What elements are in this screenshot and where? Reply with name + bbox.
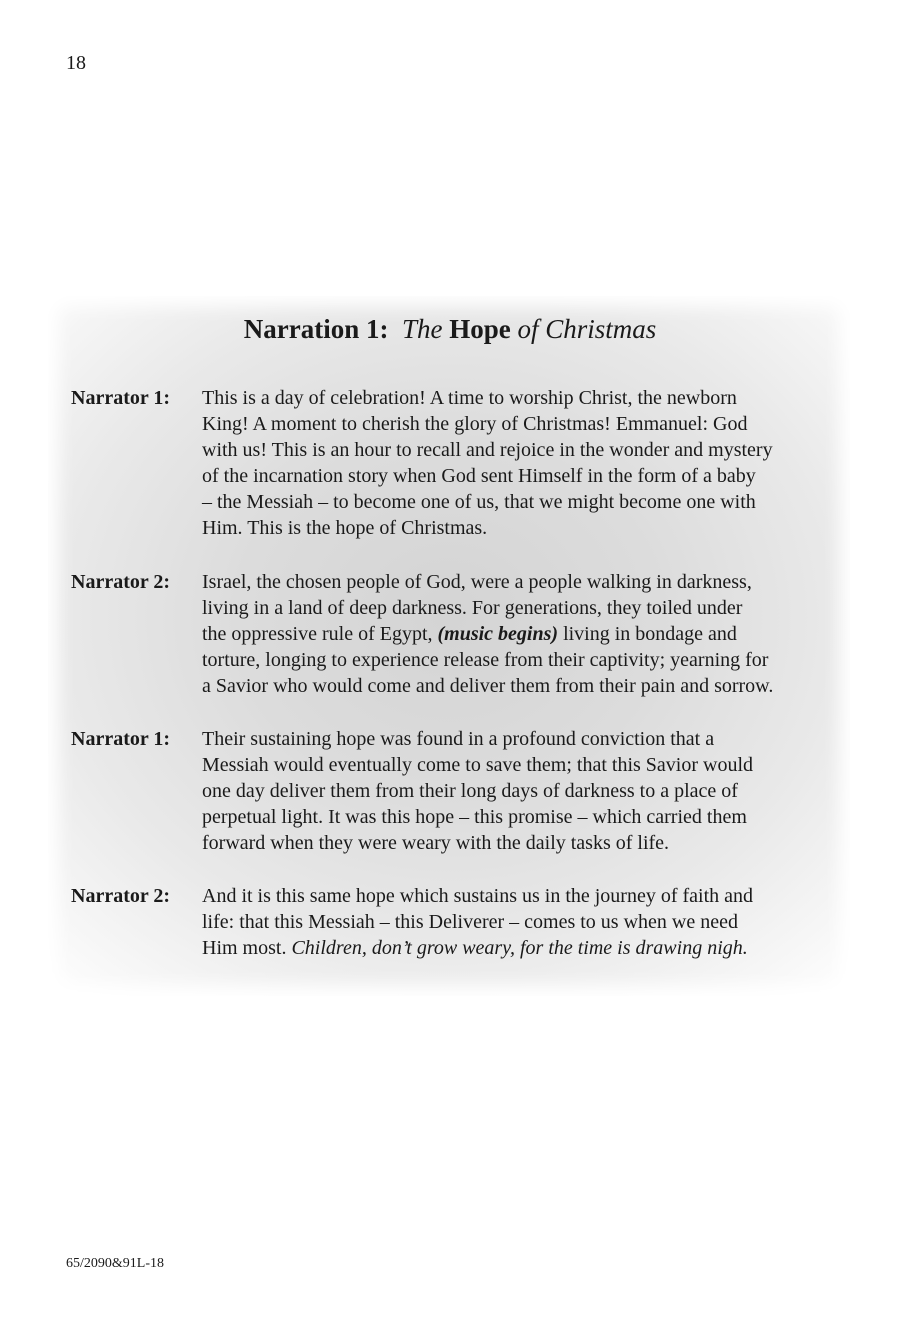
narration-text [202,385,836,541]
title-the: The [401,314,443,344]
narration-text [202,883,836,961]
text-segment: Him most. [202,937,292,959]
text-line: King! A moment to cherish the glory of Christmas! Emmanuel: God [202,413,748,435]
text-line: And it is this same hope which sustains us in the journey of faith and [202,885,754,907]
text-line: life: that this Messiah – this Deliverer – comes to us when we need [202,911,738,933]
text-line: forward when they were weary with the daily tasks of life. [202,832,670,854]
text-line [202,621,836,647]
text-line: perpetual light. It was this hope – this promise – which carried them [202,806,747,828]
music-cue: (music begins) [437,623,559,645]
text-line: Their sustaining hope was found in a profound conviction that a [202,728,715,750]
narration-text [202,569,836,699]
text-line: Messiah would eventually come to save them; that this Savior would [202,754,754,776]
text-line: with us! This is an hour to recall and rejoice in the wonder and mystery [202,439,773,461]
text-segment: living in bondage and [558,623,737,645]
speaker-label: Narrator 1: [71,728,171,750]
text-line: – the Messiah – to become one of us, that we might become one with [202,491,756,513]
text-line: Israel, the chosen people of God, were a people walking in darkness, [202,571,752,593]
title-hope: Hope [449,314,511,344]
text-line: This is a day of celebration! A time to worship Christ, the newborn [202,387,737,409]
narration-text [202,726,836,856]
text-line: of the incarnation story when God sent Himself in the form of a baby [202,465,756,487]
narration-title [0,314,900,345]
text-line: living in a land of deep darkness. For generations, they toiled under [202,597,743,619]
text-segment: the oppressive rule of Egypt, [202,623,438,645]
sung-lyric: Children, don’t grow weary, for the time is drawing nigh. [291,937,748,959]
speaker-label: Narrator 2: [71,571,171,593]
text-line: Him. This is the hope of Christmas. [202,517,488,539]
title-prefix: Narration 1: [243,314,389,344]
footer-code: 65/2090&91L-18 [66,1256,164,1271]
speaker-label: Narrator 1: [71,387,171,409]
text-line: a Savior who would come and deliver them from their pain and sorrow. [202,675,774,697]
page-number: 18 [66,52,86,74]
text-line: torture, longing to experience release from their captivity; yearning for [202,649,769,671]
text-line: one day deliver them from their long days of darkness to a place of [202,780,738,802]
speaker-label: Narrator 2: [71,885,171,907]
title-of-christmas: of Christmas [517,314,657,344]
text-line [202,935,836,961]
